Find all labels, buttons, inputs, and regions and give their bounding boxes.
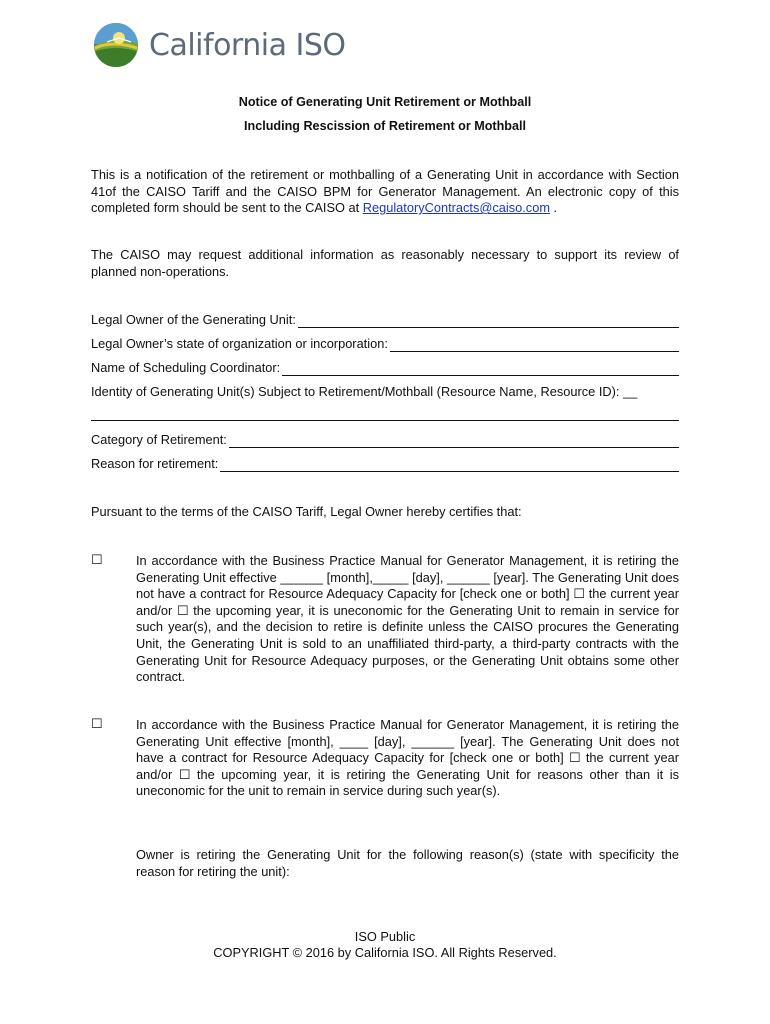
intro-end: . [549, 200, 558, 216]
footer-copyright: COPYRIGHT © 2016 by California ISO. All Rights Reserved. [213, 945, 557, 960]
intro-paragraph [91, 167, 679, 217]
legal-owner-field[interactable] [91, 312, 679, 328]
state-of-org-field[interactable] [91, 336, 679, 352]
scheduling-coordinator-field[interactable] [91, 360, 679, 376]
identity-line[interactable] [91, 420, 679, 421]
legal-owner-label: Legal Owner of the Generating Unit: [91, 312, 296, 327]
scheduling-coordinator-line[interactable] [282, 362, 679, 376]
category-line[interactable] [229, 434, 679, 448]
state-of-org-label: Legal Owner’s state of organization or incorporation: [91, 336, 388, 351]
option1-checkbox[interactable]: ☐ [91, 552, 103, 567]
option2-text: In accordance with the Business Practice Manual for Generator Management, it is retiring the Generating Unit effective [month], ____ [day], ______ [year]. The Generating Unit does not have a contract for Resource Adequacy Capacity for [check one or both] ☐ the current year and/or ☐ the upcoming year, it is retiring the Generating Unit for reasons other than it is uneconomic for the unit to remain in service during such year(s). [136, 717, 679, 799]
reason-label: Reason for retirement: [91, 456, 219, 471]
identity-label: Identity of Generating Unit(s) Subject to Retirement/Mothball (Resource Name, Resource ID): __ [91, 384, 638, 399]
footer-classification: ISO Public [354, 929, 416, 944]
california-iso-logo [93, 20, 346, 70]
request-paragraph: The CAISO may request additional information as reasonably necessary to support its review of planned non-operations. [91, 247, 679, 279]
document-subtitle: Including Rescission of Retirement or Mothball [244, 119, 526, 133]
category-label: Category of Retirement: [91, 432, 227, 447]
document-title: Notice of Generating Unit Retirement or Mothball [238, 95, 532, 109]
intro-text: This is a notification of the retirement or mothballing of a Generating Unit in accordance with Section 41of the CAISO Tariff and the CAISO BPM for Generator Management. An electronic copy of this completed form should be sent to the CAISO at [91, 167, 679, 216]
reason-field[interactable] [91, 456, 679, 472]
pursuant-paragraph: Pursuant to the terms of the CAISO Tariff, Legal Owner hereby certifies that: [91, 504, 522, 519]
reason-line[interactable] [220, 458, 679, 472]
email-link[interactable]: RegulatoryContracts@caiso.com [362, 200, 550, 216]
state-of-org-line[interactable] [390, 338, 679, 352]
category-field[interactable] [91, 432, 679, 448]
scheduling-coordinator-label: Name of Scheduling Coordinator: [91, 360, 281, 375]
caiso-globe-icon [93, 22, 139, 68]
legal-owner-line[interactable] [298, 314, 679, 328]
option1-text: In accordance with the Business Practice Manual for Generator Management, it is retiring the Generating Unit effective ______ [month],_____ [day], ______ [year]. The Generating Unit does not have a contract for Resource Adequacy Capacity for [check one or both] ☐ the current year and/or ☐ the upcoming year, it is uneconomic for the Generating Unit to remain in service for such year(s), and the decision to retire is definite unless the CAISO procures the Generating Unit, the Generating Unit is sold to an unaffiliated third-party, a third-party contracts with the Generating Unit for Resource Adequacy purposes, or the Generating Unit obtains some other contract. [136, 553, 679, 685]
owner-reason-text: Owner is retiring the Generating Unit for the following reason(s) (state with specificity the reason for retiring the unit): [136, 847, 679, 879]
identity-field[interactable] [91, 384, 679, 400]
logo-text: California ISO [149, 27, 346, 63]
option2-checkbox[interactable]: ☐ [91, 716, 103, 731]
